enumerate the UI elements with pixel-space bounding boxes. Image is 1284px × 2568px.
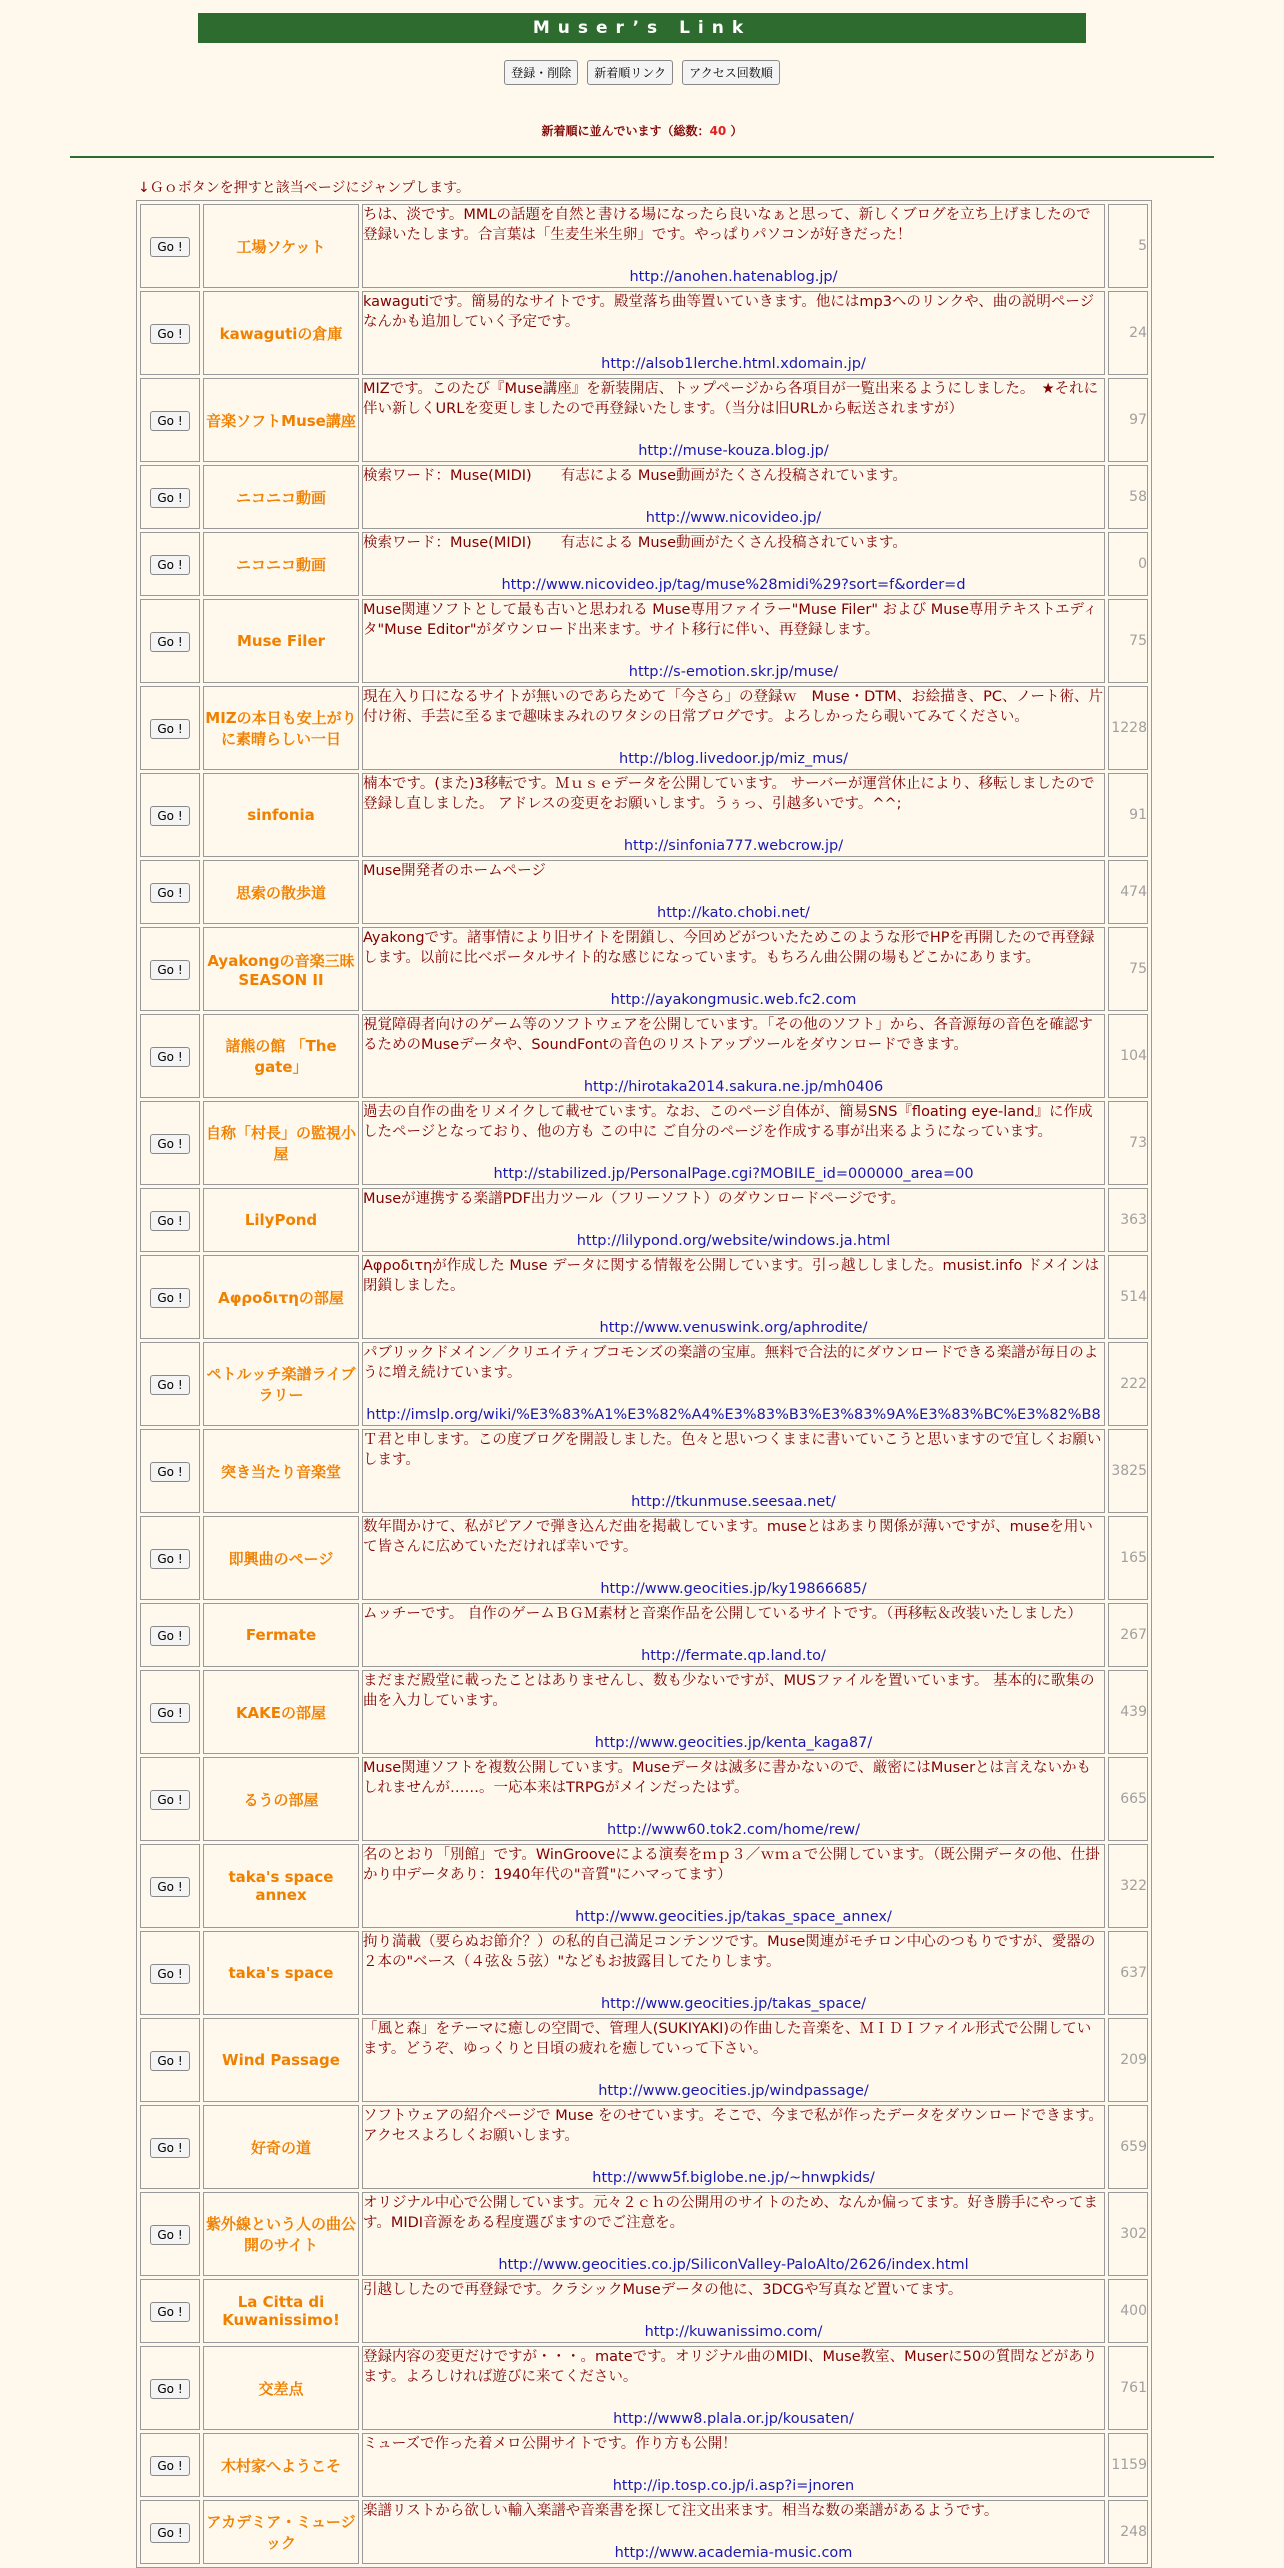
site-description: 数年間かけて、私がピアノで弾き込んだ曲を掲載しています。museとはあまり関係が薄いですが、museを用いて皆さんに広めていただければ幸いです。 <box>363 1519 1093 1555</box>
table-row <box>140 773 1148 857</box>
access-count: 165 <box>1108 1516 1148 1600</box>
site-description-cell <box>362 2018 1105 2102</box>
go-cell <box>140 1429 200 1513</box>
site-name: 木村家へようこそ <box>203 2433 359 2497</box>
table-row <box>140 378 1148 462</box>
site-url[interactable]: http://imslp.org/wiki/%E3%83%A1%E3%82%A4%E3%83%B3%E3%83%9A%E3%83%BC%E3%82%B8 <box>366 1407 1101 1423</box>
site-description-cell <box>362 1014 1105 1098</box>
site-name: sinfonia <box>203 773 359 857</box>
table-row <box>140 1603 1148 1667</box>
site-description-cell <box>362 773 1105 857</box>
site-name: 音楽ソフトMuse講座 <box>203 378 359 462</box>
table-row <box>140 1757 1148 1841</box>
access-count: 665 <box>1108 1757 1148 1841</box>
count-prefix: 新着順に並んでいます（総数： <box>541 124 710 138</box>
site-url[interactable]: http://sinfonia777.webcrow.jp/ <box>623 838 844 854</box>
access-count: 474 <box>1108 860 1148 924</box>
site-url[interactable]: http://ayakongmusic.web.fc2.com <box>610 992 857 1008</box>
register-delete-button[interactable]: 登録・削除 <box>504 60 578 85</box>
table-row <box>140 1670 1148 1754</box>
access-count: 24 <box>1108 291 1148 375</box>
site-url[interactable]: http://www5f.biglobe.ne.jp/~hnwpkids/ <box>592 2170 875 2186</box>
table-row <box>140 2018 1148 2102</box>
go-cell <box>140 1931 200 2015</box>
go-button[interactable]: Go ! <box>150 1134 189 1154</box>
site-description: ミューズで作った着メロ公開サイトです。作り方も公開！ <box>363 2436 737 2452</box>
site-name: ペトルッチ楽譜ライブラリー <box>203 1342 359 1426</box>
site-description: 視覚障碍者向けのゲーム等のソフトウェアを公開しています。「その他のソフト」から、各音源毎の音色を確認するためのMuseデータや、SoundFontの音色のリストアップツールをダウンロードできます。 <box>363 1017 1093 1053</box>
go-button[interactable]: Go ! <box>150 2138 189 2158</box>
site-description-cell <box>362 1342 1105 1426</box>
table-row <box>140 860 1148 924</box>
access-count: 248 <box>1108 2500 1148 2564</box>
site-description-cell <box>362 1101 1105 1185</box>
go-button[interactable]: Go ! <box>150 1211 189 1231</box>
site-url[interactable]: http://s-emotion.skr.jp/muse/ <box>628 664 839 680</box>
table-row <box>140 2346 1148 2430</box>
go-button[interactable]: Go ! <box>150 1790 189 1810</box>
access-count: 91 <box>1108 773 1148 857</box>
go-cell <box>140 2018 200 2102</box>
site-description-cell <box>362 1429 1105 1513</box>
go-cell <box>140 860 200 924</box>
site-description: 楠本です。(また)3移転です。Ｍｕｓｅデータを公開しています。 サーバーが運営休止により、移転しましたので登録し直しました。 アドレスの変更をお願いします。うぅっ、引越多いです。^^; <box>363 776 1095 812</box>
access-count: 5 <box>1108 204 1148 288</box>
link-table-body <box>140 204 1148 2564</box>
site-url[interactable]: http://www.academia-music.com <box>614 2545 853 2561</box>
site-description: Aφροδιτηが作成した Muse データに関する情報を公開しています。引っ越ししました。musist.info ドメインは閉鎖しました。 <box>363 1258 1100 1294</box>
site-description: ムッチーです。 自作のゲームＢＧＭ素材と音楽作品を公開しているサイトです。（再移転＆改装いたしました） <box>363 1606 1082 1622</box>
site-name: Wind Passage <box>203 2018 359 2102</box>
site-name: Ayakongの音楽三昧 SEASON II <box>203 927 359 1011</box>
newest-order-button[interactable]: 新着順リンク <box>587 60 673 85</box>
site-description-cell <box>362 1603 1105 1667</box>
table-row <box>140 1014 1148 1098</box>
go-button[interactable]: Go ! <box>150 2523 189 2543</box>
site-description-cell <box>362 860 1105 924</box>
table-row <box>140 1188 1148 1252</box>
table-row <box>140 2500 1148 2564</box>
go-cell <box>140 2500 200 2564</box>
site-description: 引越ししたので再登録です。クラシックMuseデータの他に、3DCGや写真など置いてます。 <box>363 2282 963 2298</box>
site-description: 拘り満載（要らぬお節介？）の私的自己満足コンテンツです。Muse関連がモチロン中心のつもりですが、愛器の２本の"ベース（４弦＆５弦）"などもお披露目してたりします。 <box>363 1934 1096 1970</box>
go-button[interactable]: Go ! <box>150 960 189 980</box>
table-row <box>140 1429 1148 1513</box>
go-cell <box>140 465 200 529</box>
site-url[interactable]: http://www.geocities.jp/takas_space/ <box>600 1996 866 2012</box>
access-count: 267 <box>1108 1603 1148 1667</box>
go-cell <box>140 1844 200 1928</box>
site-description-cell <box>362 2346 1105 2430</box>
site-name: 紫外線という人の曲公開のサイト <box>203 2192 359 2276</box>
site-name: 即興曲のページ <box>203 1516 359 1600</box>
access-count: 73 <box>1108 1101 1148 1185</box>
site-description-cell <box>362 291 1105 375</box>
site-name: Aφροδιτηの部屋 <box>203 1255 359 1339</box>
site-url[interactable]: http://www60.tok2.com/home/rew/ <box>607 1822 860 1838</box>
go-cell <box>140 2279 200 2343</box>
site-description-cell <box>362 686 1105 770</box>
go-button[interactable]: Go ! <box>150 1549 189 1569</box>
site-description-cell <box>362 2433 1105 2497</box>
go-cell <box>140 2105 200 2189</box>
site-description: 楽譜リストから欲しい輸入楽譜や音楽書を探して注文出来ます。相当な数の楽譜があるようです。 <box>363 2503 999 2519</box>
site-url[interactable]: http://kuwanissimo.com/ <box>644 2324 823 2340</box>
site-name: taka's space annex <box>203 1844 359 1928</box>
access-count: 322 <box>1108 1844 1148 1928</box>
site-description-cell <box>362 532 1105 596</box>
access-count-order-button[interactable]: アクセス回数順 <box>682 60 780 85</box>
access-count: 637 <box>1108 1931 1148 2015</box>
go-cell <box>140 686 200 770</box>
site-name: るうの部屋 <box>203 1757 359 1841</box>
go-button[interactable]: Go ! <box>150 1288 189 1308</box>
go-button[interactable]: Go ! <box>150 806 189 826</box>
site-description: ソフトウェアの紹介ページで Muse をのせています。そこで、今まで私が作ったデータをダウンロードできます。アクセスよろしくお願いします。 <box>363 2108 1103 2144</box>
go-button[interactable]: Go ! <box>150 1462 189 1482</box>
go-cell <box>140 1014 200 1098</box>
site-description-cell <box>362 1670 1105 1754</box>
site-description: Muse開発者のホームページ <box>363 863 546 879</box>
site-name: LilyPond <box>203 1188 359 1252</box>
site-description: パブリックドメイン／クリエイティブコモンズの楽譜の宝庫。無料で合法的にダウンロードできる楽譜が毎日のように増え続けています。 <box>363 1345 1099 1381</box>
site-description: Ｔ君と申します。この度ブログを開設しました。色々と思いつくままに書いていこうと思いますので宜しくお願いします。 <box>363 1432 1102 1468</box>
site-name: 諸熊の館 「The gate」 <box>203 1014 359 1098</box>
link-table <box>136 200 1152 2568</box>
total-count: 40 <box>709 124 727 138</box>
site-url[interactable]: http://www.geocities.co.jp/SiliconValley-PaloAlto/2626/index.html <box>498 2257 969 2273</box>
site-description-cell <box>362 378 1105 462</box>
top-button-bar <box>0 60 1284 85</box>
site-name: ニコニコ動画 <box>203 465 359 529</box>
go-cell <box>140 378 200 462</box>
site-description-cell <box>362 204 1105 288</box>
site-description: Museが連携する楽譜PDF出力ツール（フリーソフト）のダウンロードページです。 <box>363 1191 906 1207</box>
site-url[interactable]: http://www.geocities.jp/takas_space_annex/ <box>575 1909 892 1925</box>
access-count: 302 <box>1108 2192 1148 2276</box>
site-description: Muse関連ソフトとして最も古いと思われる Muse専用ファイラー"Muse Filer" および Muse専用テキストエディタ"Muse Editor"がダウンロード出来ます。サイト移行に伴い、再登録します。 <box>363 602 1098 638</box>
access-count: 58 <box>1108 465 1148 529</box>
site-description-cell <box>362 2192 1105 2276</box>
site-url[interactable]: http://lilypond.org/website/windows.ja.html <box>576 1233 891 1249</box>
go-cell <box>140 1516 200 1600</box>
count-suffix: ） <box>726 124 743 138</box>
go-cell <box>140 204 200 288</box>
go-cell <box>140 532 200 596</box>
site-url[interactable]: http://www8.plala.or.jp/kousaten/ <box>613 2411 854 2427</box>
table-row <box>140 2433 1148 2497</box>
site-description: Ayakongです。諸事情により旧サイトを閉鎖し、今回めどがついたためこのような形でHPを再開したので再登録します。以前に比べポータルサイト的な感じになっています。もちろん曲公開の場もどこかにあります。 <box>363 930 1095 966</box>
go-button[interactable]: Go ! <box>150 2225 189 2245</box>
table-row <box>140 465 1148 529</box>
go-button[interactable]: Go ! <box>150 2456 189 2476</box>
access-count: 75 <box>1108 927 1148 1011</box>
go-button[interactable]: Go ! <box>150 237 189 257</box>
site-description-cell <box>362 1844 1105 1928</box>
go-cell <box>140 2192 200 2276</box>
go-button[interactable]: Go ! <box>150 1877 189 1897</box>
site-description: 検索ワード：Muse(MIDI) 有志による Muse動画がたくさん投稿されています。 <box>363 468 907 484</box>
site-description: 登録内容の変更だけですが・・・。mateです。オリジナル曲のMIDI、Muse教室、Muserに50の質問などがあります。よろしければ遊びに来てください。 <box>363 2349 1098 2385</box>
jump-instruction: ↓Ｇｏボタンを押すと該当ページにジャンプします。 <box>138 180 471 196</box>
site-description: ちは、淡です。MMLの話題を自然と書ける場になったら良いなぁと思って、新しくブログを立ち上げましたので登録いたします。合言葉は「生麦生米生卵」です。やっぱりパソコンが好きだった！ <box>363 207 1091 243</box>
table-row <box>140 2105 1148 2189</box>
go-button[interactable]: Go ! <box>150 1964 189 1984</box>
access-count: 209 <box>1108 2018 1148 2102</box>
site-description-cell <box>362 1757 1105 1841</box>
table-row <box>140 1342 1148 1426</box>
site-url[interactable]: http://www.geocities.jp/ky19866685/ <box>600 1581 867 1597</box>
site-url[interactable]: http://anohen.hatenablog.jp/ <box>629 269 838 285</box>
go-cell <box>140 1603 200 1667</box>
access-count: 222 <box>1108 1342 1148 1426</box>
site-url[interactable]: http://blog.livedoor.jp/miz_mus/ <box>619 751 848 767</box>
table-row <box>140 1844 1148 1928</box>
site-name: 交差点 <box>203 2346 359 2430</box>
go-cell <box>140 599 200 683</box>
table-row <box>140 1516 1148 1600</box>
site-description-cell <box>362 1931 1105 2015</box>
go-button[interactable]: Go ! <box>150 488 189 508</box>
table-row <box>140 1255 1148 1339</box>
table-row <box>140 291 1148 375</box>
go-cell <box>140 1757 200 1841</box>
access-count: 0 <box>1108 532 1148 596</box>
site-name: 思索の散歩道 <box>203 860 359 924</box>
go-button[interactable]: Go ! <box>150 1047 189 1067</box>
site-url[interactable]: http://www.venuswink.org/aphrodite/ <box>599 1320 868 1336</box>
go-button[interactable]: Go ! <box>150 632 189 652</box>
site-name: kawagutiの倉庫 <box>203 291 359 375</box>
go-button[interactable]: Go ! <box>150 324 189 344</box>
site-name: アカデミア・ミュージック <box>203 2500 359 2564</box>
site-name: taka's space <box>203 1931 359 2015</box>
go-cell <box>140 2433 200 2497</box>
site-description: まだまだ殿堂に載ったことはありませんし、数も少ないですが、MUSファイルを置いています。 基本的に歌集の曲を入力しています。 <box>363 1673 1095 1709</box>
access-count: 1228 <box>1108 686 1148 770</box>
site-description-cell <box>362 2105 1105 2189</box>
go-cell <box>140 773 200 857</box>
site-url[interactable]: http://hirotaka2014.sakura.ne.jp/mh0406 <box>583 1079 884 1095</box>
access-count: 1159 <box>1108 2433 1148 2497</box>
page-title: Muser’s Link <box>198 13 1086 43</box>
site-url[interactable]: http://www.nicovideo.jp/tag/muse%28midi%29?sort=f&order=d <box>501 577 966 593</box>
site-description-cell <box>362 599 1105 683</box>
table-row <box>140 2279 1148 2343</box>
go-button[interactable]: Go ! <box>150 2051 189 2071</box>
table-row <box>140 2192 1148 2276</box>
go-cell <box>140 927 200 1011</box>
table-row <box>140 1931 1148 2015</box>
site-description-cell <box>362 465 1105 529</box>
go-cell <box>140 1255 200 1339</box>
go-button[interactable]: Go ! <box>150 555 189 575</box>
access-count: 97 <box>1108 378 1148 462</box>
site-description: 過去の自作の曲をリメイクして載せています。なお、このページ自体が、簡易SNS『floating eye-land』に作成したページとなっており、他の方も この中に ご自分のページを作成する事が出来るようになっています。 <box>363 1104 1093 1140</box>
site-description: kawagutiです。簡易的なサイトです。殿堂落ち曲等置いていきます。他にはmp3へのリンクや、曲の説明ページなんかも追加していく予定です。 <box>363 294 1095 330</box>
go-cell <box>140 1188 200 1252</box>
access-count: 514 <box>1108 1255 1148 1339</box>
site-url[interactable]: http://www.geocities.jp/windpassage/ <box>598 2083 869 2099</box>
site-url[interactable]: http://alsob1lerche.html.xdomain.jp/ <box>601 356 866 372</box>
access-count: 75 <box>1108 599 1148 683</box>
site-url[interactable]: http://muse-kouza.blog.jp/ <box>638 443 829 459</box>
total-count-line <box>0 122 1284 139</box>
site-description: Muse関連ソフトを複数公開しています。Museデータは滅多に書かないので、厳密にはMuserとは言えないかもしれませんが……。一応本来はTRPGがメインだったはず。 <box>363 1760 1092 1796</box>
site-description-cell <box>362 1255 1105 1339</box>
site-description: MIZです。このたび『Muse講座』を新装開店、トップページから各項目が一覧出来るようにしました。 ★それに伴い新しくURLを変更しましたので再登録いたします。（当分は旧URLから転送されますが） <box>363 381 1099 417</box>
site-description: 名のとおり「別館」です。WinGrooveによる演奏をｍｐ３／ｗｍａで公開しています。（既公開データの他、仕掛かり中データあり：1940年代の"音質"にハマってます） <box>363 1847 1100 1883</box>
site-description: 検索ワード：Muse(MIDI) 有志による Muse動画がたくさん投稿されています。 <box>363 535 907 551</box>
access-count: 3825 <box>1108 1429 1148 1513</box>
go-button[interactable]: Go ! <box>150 719 189 739</box>
link-list <box>136 200 1148 2568</box>
header-divider <box>70 156 1214 158</box>
table-row <box>140 599 1148 683</box>
go-button[interactable]: Go ! <box>150 2379 189 2399</box>
site-name: 突き当たり音楽堂 <box>203 1429 359 1513</box>
site-name: MIZの本日も安上がりに素晴らしい一日 <box>203 686 359 770</box>
site-url[interactable]: http://ip.tosp.co.jp/i.asp?i=jnoren <box>612 2478 855 2494</box>
table-row <box>140 686 1148 770</box>
go-cell <box>140 1342 200 1426</box>
access-count: 659 <box>1108 2105 1148 2189</box>
site-description-cell <box>362 2500 1105 2564</box>
site-name: 工場ソケット <box>203 204 359 288</box>
table-row <box>140 532 1148 596</box>
go-button[interactable]: Go ! <box>150 1626 189 1646</box>
access-count: 400 <box>1108 2279 1148 2343</box>
access-count: 439 <box>1108 1670 1148 1754</box>
site-name: Muse Filer <box>203 599 359 683</box>
site-name: 好奇の道 <box>203 2105 359 2189</box>
go-button[interactable]: Go ! <box>150 2302 189 2322</box>
site-name: ニコニコ動画 <box>203 532 359 596</box>
site-description: 「風と森」をテーマに癒しの空間で、管理人(SUKIYAKI)の作曲した音楽を、ＭＩＤＩファイル形式で公開しています。どうぞ、ゆっくりと日頃の疲れを癒していって下さい。 <box>363 2021 1092 2057</box>
table-row <box>140 1101 1148 1185</box>
go-cell <box>140 291 200 375</box>
site-description: 現在入り口になるサイトが無いのであらためて「今さら」の登録ｗ Muse・DTM、お絵描き、PC、ノート術、片付け術、手芸に至るまで趣味まみれのワタシの日常ブログです。よろしかったら覗いてみてください。 <box>363 689 1104 725</box>
site-url[interactable]: http://fermate.qp.land.to/ <box>641 1648 826 1664</box>
access-count: 761 <box>1108 2346 1148 2430</box>
site-name: 自称「村長」の監視小屋 <box>203 1101 359 1185</box>
go-button[interactable]: Go ! <box>150 883 189 903</box>
site-description-cell <box>362 1516 1105 1600</box>
site-description-cell <box>362 2279 1105 2343</box>
site-url[interactable]: http://tkunmuse.seesaa.net/ <box>631 1494 836 1510</box>
go-button[interactable]: Go ! <box>150 1703 189 1723</box>
site-name: La Citta di Kuwanissimo! <box>203 2279 359 2343</box>
go-cell <box>140 1101 200 1185</box>
site-description-cell <box>362 1188 1105 1252</box>
access-count: 104 <box>1108 1014 1148 1098</box>
go-button[interactable]: Go ! <box>150 1375 189 1395</box>
site-url[interactable]: http://www.nicovideo.jp/ <box>645 510 822 526</box>
site-description: オリジナル中心で公開しています。元々２ｃｈの公開用のサイトのため、なんか偏ってます。好き勝手にやってます。MIDI音源をある程度選びますのでご注意を。 <box>363 2195 1098 2231</box>
access-count: 363 <box>1108 1188 1148 1252</box>
go-cell <box>140 2346 200 2430</box>
table-row <box>140 927 1148 1011</box>
site-url[interactable]: http://www.geocities.jp/kenta_kaga87/ <box>594 1735 873 1751</box>
go-button[interactable]: Go ! <box>150 411 189 431</box>
site-url[interactable]: http://kato.chobi.net/ <box>657 905 810 921</box>
site-url[interactable]: http://stabilized.jp/PersonalPage.cgi?MOBILE_id=000000_area=00 <box>493 1166 974 1182</box>
site-name: Fermate <box>203 1603 359 1667</box>
go-cell <box>140 1670 200 1754</box>
site-description-cell <box>362 927 1105 1011</box>
site-name: KAKEの部屋 <box>203 1670 359 1754</box>
table-row <box>140 204 1148 288</box>
